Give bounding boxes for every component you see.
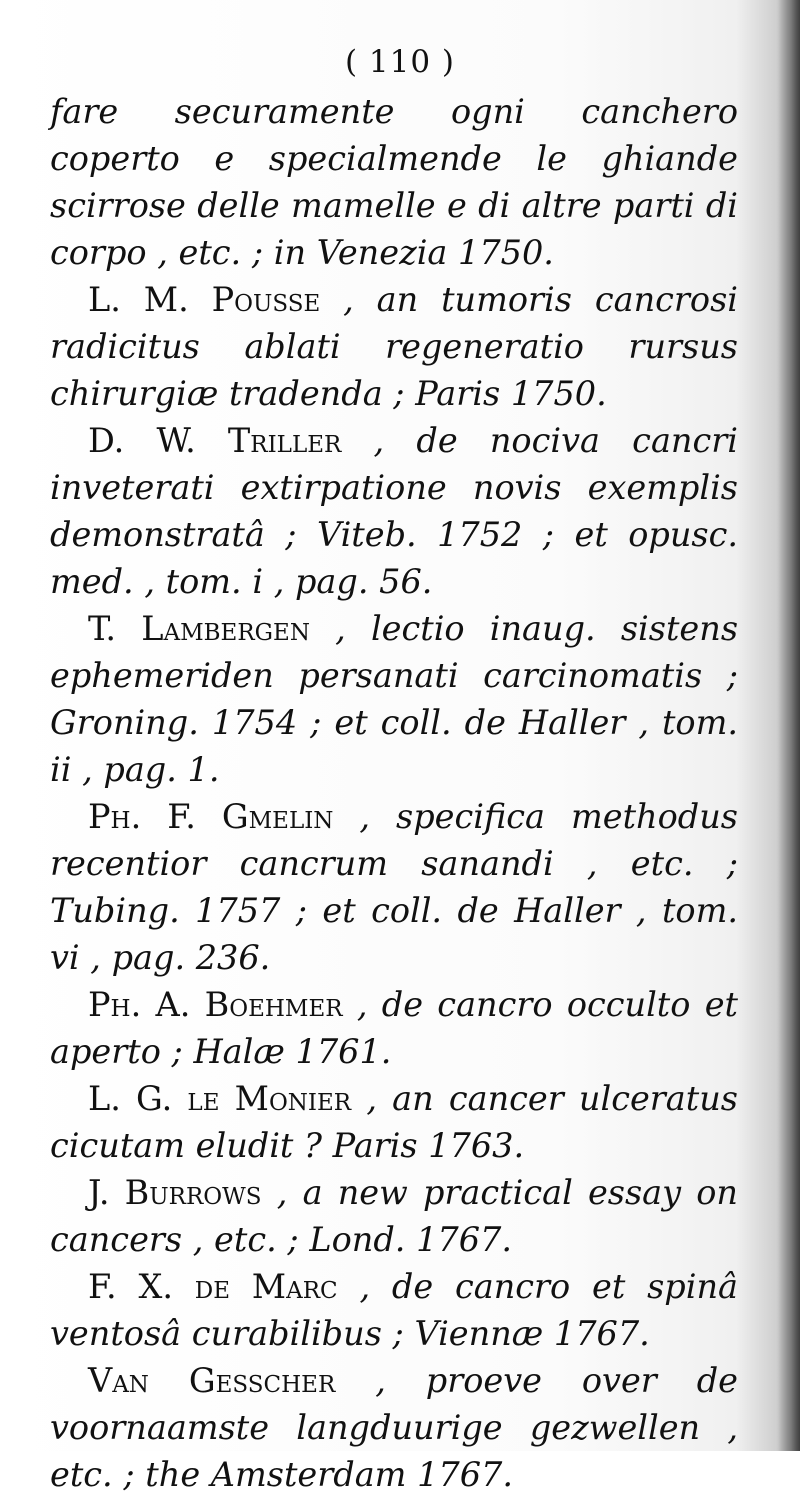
bibliography-entry — [50, 793, 738, 981]
entry-text: , de cancro et spinâ ventosâ curabilibus ; Viennæ 1767. — [50, 1267, 739, 1353]
entry-text: , specifica methodus recentior cancrum sanandi , etc. ; Tubing. 1757 ; et coll. de Haller , tom. vi , pag. 236. — [50, 797, 738, 977]
entry-author: J. Burrows — [88, 1173, 262, 1212]
entry-text: , an tumoris cancrosi radicitus ablati regeneratio rursus chirurgiæ tradenda ; Paris 1750. — [50, 280, 738, 413]
bibliography-entry — [50, 1357, 738, 1498]
bibliography-entry — [50, 605, 738, 793]
entry-author: D. W. Triller — [88, 421, 342, 460]
entry-author: L. G. le Monier — [88, 1079, 352, 1118]
bibliography-entry — [50, 276, 738, 417]
bibliography-list — [50, 88, 738, 1498]
entry-text: , lectio inaug. sistens ephemeriden persanati carcinomatis ; Groning. 1754 ; et coll. de Haller , tom. ii , pag. 1. — [50, 609, 739, 789]
entry-text: , proeve over de voornaamste langduurige gezwellen , etc. ; the Amsterdam 1767. — [50, 1361, 738, 1494]
bibliography-entry — [50, 1169, 738, 1263]
entry-text: , de cancro occulto et aperto ; Halæ 1761. — [50, 985, 738, 1071]
bibliography-entry — [50, 981, 738, 1075]
bibliography-entry — [50, 1263, 738, 1357]
entry-text: , a new practical essay on cancers , etc. ; Lond. 1767. — [50, 1173, 738, 1259]
entry-author: T. Lambergen — [88, 609, 310, 648]
bibliography-entry — [50, 88, 738, 276]
entry-text: , an cancer ulceratus cicutam eludit ? Paris 1763. — [50, 1079, 738, 1165]
page-number: ( 110 ) — [344, 44, 456, 80]
entry-text: , de nociva cancri inveterati extirpatione novis exemplis demonstratâ ; Viteb. 1752 ; et opusc. med. , tom. i , pag. 56. — [50, 421, 738, 601]
entry-text: fare securamente ogni canchero coperto e specialmende le ghiande scirrose delle mamelle e di altre parti di corpo , etc. ; in Venezia 1750. — [50, 92, 738, 272]
entry-author: Ph. F. Gmelin — [88, 797, 334, 836]
entry-author: Ph. A. Boehmer — [88, 985, 343, 1024]
entry-author: F. X. de Marc — [88, 1267, 338, 1306]
bibliography-entry — [50, 1075, 738, 1169]
entry-author: Van Gesscher — [88, 1361, 336, 1400]
entry-author: L. M. Pousse — [88, 280, 321, 319]
bibliography-entry — [50, 417, 738, 605]
page-spine-shadow — [778, 0, 800, 1451]
